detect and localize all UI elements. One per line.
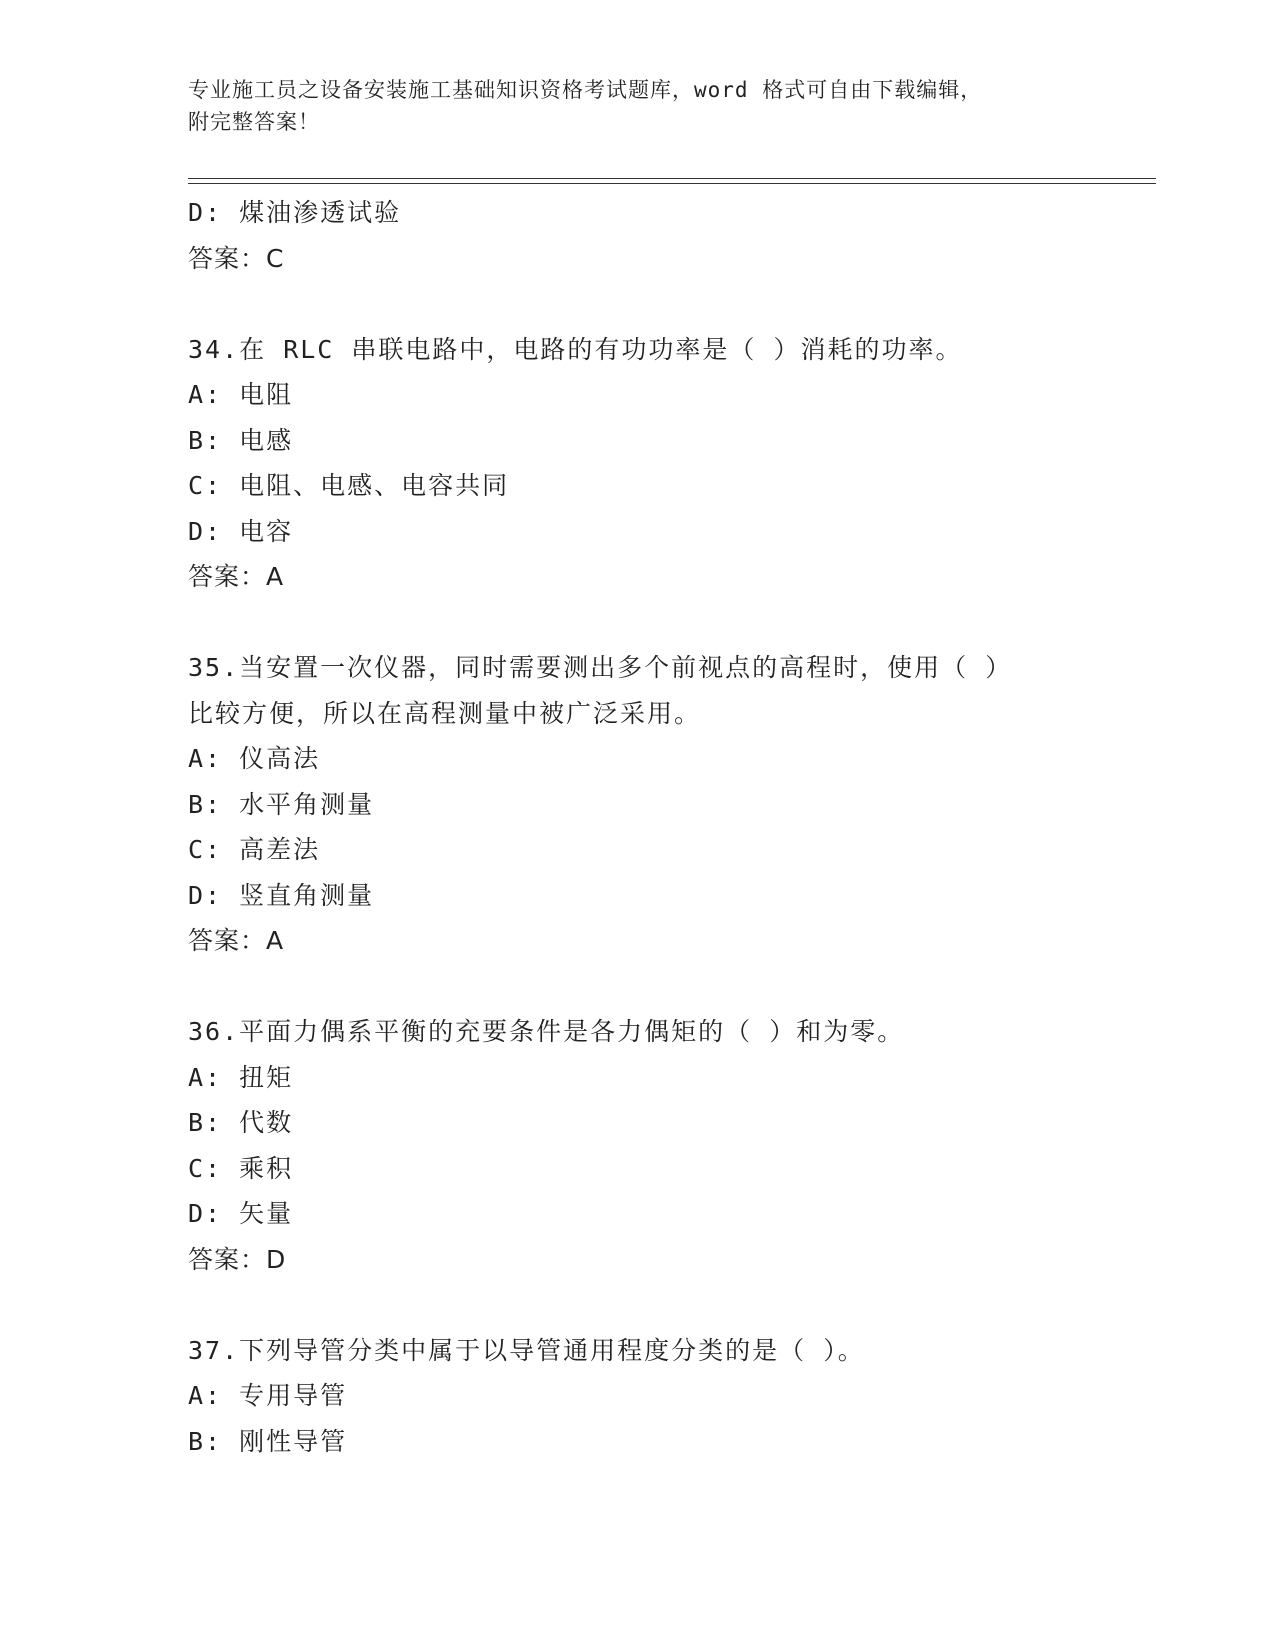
question-stem: 37.下列导管分类中属于以导管通用程度分类的是（ ）。	[188, 1335, 865, 1365]
option-a: A: 扭矩	[188, 1062, 294, 1092]
option-c: C: 电阻、电感、电容共同	[188, 471, 510, 500]
option-b: B: 电感	[188, 425, 294, 455]
spacer	[188, 1282, 1148, 1328]
header-line-2: 附完整答案！	[188, 110, 320, 134]
option-d: D: 电容	[188, 516, 294, 546]
option-c: C: 高差法	[188, 835, 321, 864]
answer-line: 答案：A	[188, 562, 285, 591]
spacer	[188, 964, 1148, 1010]
question-stem: 36.平面力偶系平衡的充要条件是各力偶矩的（ ）和为零。	[188, 1017, 905, 1046]
question-stem: 34.在 RLC 串联电路中，电路的有功功率是（ ）消耗的功率。	[188, 334, 963, 364]
answer-line: 答案：D	[188, 1244, 287, 1274]
document-header	[188, 74, 1088, 138]
header-divider-top	[188, 178, 1156, 179]
option-d: D: 竖直角测量	[188, 880, 375, 910]
option-b: B: 刚性导管	[188, 1426, 348, 1456]
option-b: B: 代数	[188, 1108, 294, 1137]
header-line-1: 专业施工员之设备安装施工基础知识资格考试题库，word 格式可自由下载编辑，	[188, 78, 983, 102]
option-d: D: 矢量	[188, 1199, 294, 1228]
question-34	[188, 327, 1148, 600]
question-stem-continued: 比较方便，所以在高程测量中被广泛采用。	[188, 698, 702, 728]
question-36	[188, 1009, 1148, 1282]
option-a: A: 专用导管	[188, 1381, 348, 1410]
header-divider-bottom	[188, 183, 1156, 184]
answer-line: 答案：A	[188, 926, 285, 955]
answer-line: 答案：C	[188, 243, 285, 273]
option-b: B: 水平角测量	[188, 789, 375, 819]
spacer	[188, 281, 1148, 327]
option-c: C: 乘积	[188, 1153, 294, 1183]
spacer	[188, 600, 1148, 646]
option-a: A: 仪高法	[188, 744, 321, 773]
question-35	[188, 645, 1148, 964]
question-list	[188, 190, 1148, 1464]
option-d: D: 煤油渗透试验	[188, 198, 402, 227]
option-a: A: 电阻	[188, 380, 294, 409]
question-37	[188, 1328, 1148, 1465]
question-stem: 35.当安置一次仪器，同时需要测出多个前视点的高程时，使用（ ）	[188, 653, 1013, 682]
